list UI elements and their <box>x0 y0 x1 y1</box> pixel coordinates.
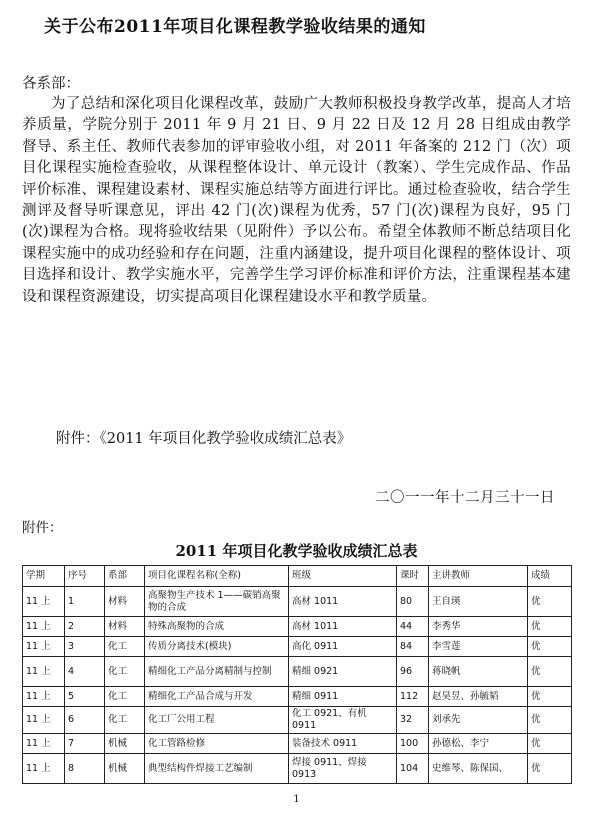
table-row <box>23 734 572 754</box>
cell-grade: 优 <box>528 734 572 754</box>
cell-term: 11 上 <box>23 734 65 754</box>
cell-grade: 优 <box>528 657 572 687</box>
header-teacher: 主讲教师 <box>429 566 528 587</box>
cell-department: 化工 <box>105 707 145 734</box>
cell-department: 化工 <box>105 637 145 657</box>
cell-grade: 优 <box>528 617 572 637</box>
body-paragraph: 为了总结和深化项目化课程改革，鼓励广大教师积极投身教学改革，提高人才培养质量，学院分别于 2011 年 9 月 21 日、9 月 22 日及 12 月 28 日组成由教学督导、系主任、教师代表参加的评审验收小组，对 2011 年备案的 212 门（次）项目化课程实施检查验收，从课程整体设计、单元设计（教案）、学生完成作品、作品评价标准、课程建设素材、课程实施总结等方面进行评比。通过检查验收，结合学生测评及督导听课意见，评出 42 门(次)课程为优秀，57 门(次)课程为良好，95 门(次)课程为合格。现将验收结果（见附件）予以公布。希望全体教师不断总结项目化课程实施中的成功经验和存在问题，注重内涵建设，提升项目化课程的整体设计、项目选择和设计、教学实施水平，完善学生学习评价标准和评价方法，注重课程基本建设和课程资源建设，切实提高项目化课程建设水平和教学质量。 <box>22 96 571 305</box>
cell-number: 2 <box>65 617 105 637</box>
cell-term: 11 上 <box>23 637 65 657</box>
cell-department: 机械 <box>105 754 145 784</box>
cell-grade: 优 <box>528 754 572 784</box>
cell-term: 11 上 <box>23 617 65 637</box>
cell-teacher: 赵昊昱、孙毓韬 <box>429 687 528 707</box>
issue-date: 二〇一一年十二月三十一日 <box>375 490 555 506</box>
cell-class: 精细 0921 <box>289 657 397 687</box>
cell-grade: 优 <box>528 637 572 657</box>
cell-class: 精细 0911 <box>289 687 397 707</box>
header-course-name: 项目化课程名称(全称) <box>145 566 289 587</box>
cell-number: 1 <box>65 587 105 617</box>
cell-term: 11 上 <box>23 657 65 687</box>
cell-teacher: 李秀华 <box>429 617 528 637</box>
cell-term: 11 上 <box>23 754 65 784</box>
cell-teacher: 孙德松、李宁 <box>429 734 528 754</box>
cell-grade: 优 <box>528 707 572 734</box>
table-row <box>23 657 572 687</box>
cell-course-name: 传质分离技术(模块) <box>145 637 289 657</box>
cell-course-name: 高聚物生产技术 1——碳销高聚物的合成 <box>145 587 289 617</box>
cell-department: 化工 <box>105 657 145 687</box>
cell-term: 11 上 <box>23 587 65 617</box>
cell-class: 高材 1011 <box>289 617 397 637</box>
attachment-reference: 附件：《2011 年项目化教学验收成绩汇总表》 <box>56 431 352 447</box>
header-department: 系部 <box>105 566 145 587</box>
cell-teacher: 王自瑛 <box>429 587 528 617</box>
table-row <box>23 707 572 734</box>
header-class: 班级 <box>289 566 397 587</box>
cell-department: 材料 <box>105 617 145 637</box>
cell-class: 焊接 0911、焊接 0913 <box>289 754 397 784</box>
document-title: 关于公布2011年项目化课程教学验收结果的通知 <box>44 17 426 37</box>
table-title: 2011 年项目化教学验收成绩汇总表 <box>175 542 418 560</box>
cell-number: 8 <box>65 754 105 784</box>
cell-hours: 32 <box>397 707 429 734</box>
table-row <box>23 754 572 784</box>
cell-hours: 80 <box>397 587 429 617</box>
cell-class: 高化 0911 <box>289 637 397 657</box>
cell-hours: 104 <box>397 754 429 784</box>
table-row <box>23 637 572 657</box>
grades-table <box>22 565 572 784</box>
page-number: 1 <box>293 794 300 805</box>
cell-teacher: 李雪莲 <box>429 637 528 657</box>
cell-teacher: 史维琴、陈保国、 <box>429 754 528 784</box>
cell-course-name: 特殊高聚物的合成 <box>145 617 289 637</box>
cell-hours: 84 <box>397 637 429 657</box>
attachment-label: 附件： <box>22 520 63 536</box>
cell-course-name: 化工管路检修 <box>145 734 289 754</box>
cell-hours: 112 <box>397 687 429 707</box>
cell-hours: 100 <box>397 734 429 754</box>
cell-course-name: 化工厂公用工程 <box>145 707 289 734</box>
table-row <box>23 617 572 637</box>
cell-course-name: 精细化工产品分离精制与控制 <box>145 657 289 687</box>
cell-department: 材料 <box>105 587 145 617</box>
salutation: 各系部： <box>22 76 80 92</box>
cell-number: 7 <box>65 734 105 754</box>
cell-teacher: 刘承先 <box>429 707 528 734</box>
header-hours: 课时 <box>397 566 429 587</box>
cell-course-name: 精细化工产品合成与开发 <box>145 687 289 707</box>
cell-teacher: 蒋晓帆 <box>429 657 528 687</box>
cell-class: 装备技术 0911 <box>289 734 397 754</box>
cell-department: 化工 <box>105 687 145 707</box>
cell-hours: 44 <box>397 617 429 637</box>
table-row <box>23 587 572 617</box>
cell-number: 6 <box>65 707 105 734</box>
cell-number: 4 <box>65 657 105 687</box>
cell-term: 11 上 <box>23 707 65 734</box>
table-header-row <box>23 566 572 587</box>
cell-grade: 优 <box>528 687 572 707</box>
cell-number: 5 <box>65 687 105 707</box>
cell-grade: 优 <box>528 587 572 617</box>
header-term: 学期 <box>23 566 65 587</box>
cell-hours: 96 <box>397 657 429 687</box>
table-row <box>23 687 572 707</box>
cell-number: 3 <box>65 637 105 657</box>
header-number: 序号 <box>65 566 105 587</box>
cell-department: 机械 <box>105 734 145 754</box>
cell-course-name: 典型结构件焊接工艺编制 <box>145 754 289 784</box>
cell-class: 化工 0921、有机 0911 <box>289 707 397 734</box>
cell-class: 高材 1011 <box>289 587 397 617</box>
cell-term: 11 上 <box>23 687 65 707</box>
header-grade: 成绩 <box>528 566 572 587</box>
